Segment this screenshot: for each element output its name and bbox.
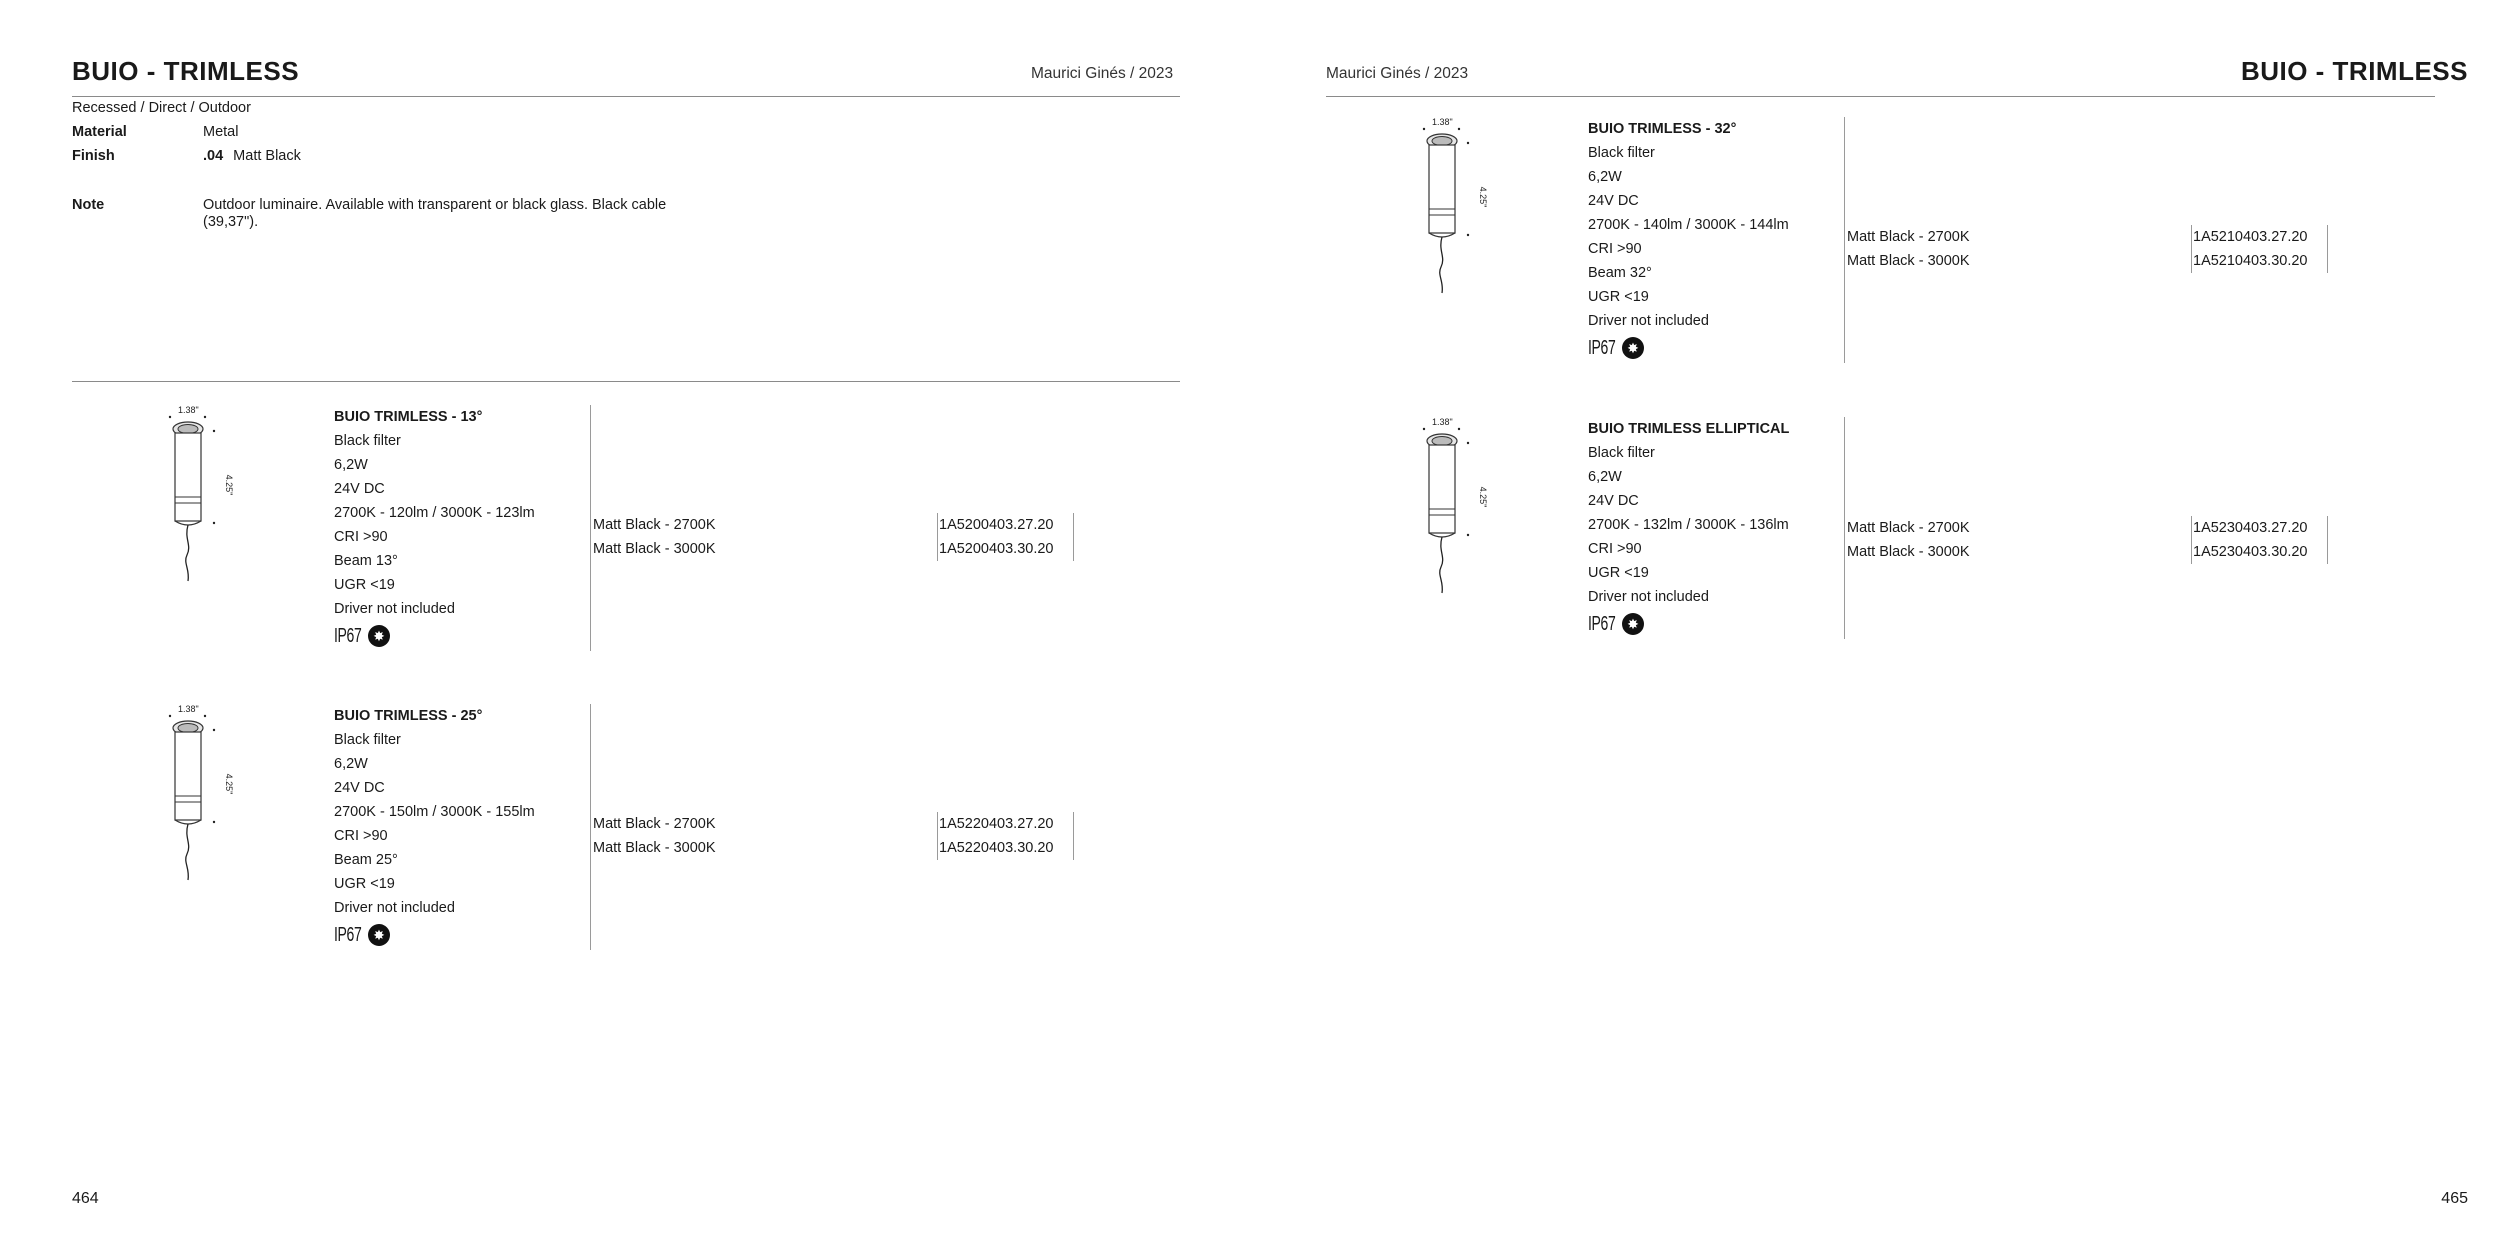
luminaire-body xyxy=(1429,145,1455,233)
column-divider xyxy=(937,537,938,561)
column-divider xyxy=(590,405,591,651)
column-divider xyxy=(2191,516,2192,540)
product-block xyxy=(1298,117,2398,367)
product-name: BUIO TRIMLESS - 32° xyxy=(1588,121,1737,137)
column-divider xyxy=(1844,117,1845,363)
spec-line: 2700K - 120lm / 3000K - 123lm xyxy=(334,505,535,521)
width-dimension: 1.38" xyxy=(1432,417,1453,427)
product-block xyxy=(44,405,1144,655)
height-dimension: 4.25" xyxy=(224,773,234,795)
column-divider xyxy=(1073,513,1074,537)
column-divider xyxy=(1073,836,1074,860)
variant-row xyxy=(1847,225,2327,249)
variant-reference: 1A5200403.27.20 xyxy=(939,517,1054,533)
product-specs xyxy=(334,704,584,948)
spec-line: 6,2W xyxy=(1588,469,1622,485)
ip-rating-text: IP67 xyxy=(334,625,362,647)
spec-line: Black filter xyxy=(1588,445,1655,461)
spec-line: UGR <19 xyxy=(1588,289,1649,305)
material-value: Metal xyxy=(203,124,239,140)
dimension-dot xyxy=(169,416,171,418)
spec-line: 6,2W xyxy=(334,457,368,473)
cable-line xyxy=(1440,237,1443,293)
category-subtitle: Recessed / Direct / Outdoor xyxy=(72,100,251,116)
luminaire-lens xyxy=(178,425,198,434)
variant-table xyxy=(593,513,1073,561)
variant-finish: Matt Black - 2700K xyxy=(1847,229,1970,245)
cable-line xyxy=(1440,537,1443,593)
spec-line: Beam 25° xyxy=(334,852,398,868)
dimension-dot xyxy=(1423,428,1425,430)
page-number: 464 xyxy=(72,1190,99,1207)
column-divider xyxy=(2191,540,2192,564)
luminaire-lens xyxy=(1432,437,1452,446)
spec-line: 2700K - 150lm / 3000K - 155lm xyxy=(334,804,535,820)
dimension-dot xyxy=(213,821,215,823)
product-block xyxy=(44,704,1144,954)
spec-line: 2700K - 140lm / 3000K - 144lm xyxy=(1588,217,1789,233)
column-divider xyxy=(937,836,938,860)
spec-line: Black filter xyxy=(334,732,401,748)
page-number: 465 xyxy=(2441,1190,2468,1207)
ip-rating xyxy=(1588,335,1838,361)
dimension-dot xyxy=(213,522,215,524)
note-text: Outdoor luminaire. Available with transparent or black glass. Black cable (39,37"). xyxy=(203,197,667,230)
ip-rating-text: IP67 xyxy=(1588,613,1616,635)
ip-rating-text: IP67 xyxy=(334,924,362,946)
spec-line: Driver not included xyxy=(1588,313,1709,329)
spec-line: 24V DC xyxy=(1588,193,1639,209)
product-block xyxy=(1298,417,2398,667)
width-dimension: 1.38" xyxy=(1432,117,1453,127)
luminaire-drawing xyxy=(1408,117,1488,297)
variant-reference: 1A5230403.27.20 xyxy=(2193,520,2308,536)
variant-row xyxy=(593,836,1073,860)
height-dimension: 4.25" xyxy=(1478,486,1488,508)
dimension-dot xyxy=(204,416,206,418)
product-name: BUIO TRIMLESS ELLIPTICAL xyxy=(1588,421,1790,437)
spec-line: UGR <19 xyxy=(334,876,395,892)
variant-finish: Matt Black - 3000K xyxy=(593,541,716,557)
luminaire-drawing xyxy=(154,405,234,585)
column-divider xyxy=(1073,537,1074,561)
dimension-dot xyxy=(1467,442,1469,444)
variant-finish: Matt Black - 3000K xyxy=(593,840,716,856)
product-specs xyxy=(1588,117,1838,361)
designer-credit: Maurici Ginés / 2023 xyxy=(1326,65,1469,82)
dimension-dot xyxy=(169,715,171,717)
ip-rating xyxy=(334,922,584,948)
spec-line: CRI >90 xyxy=(1588,541,1642,557)
spec-line: 2700K - 132lm / 3000K - 136lm xyxy=(1588,517,1789,533)
variant-table xyxy=(1847,516,2327,564)
variant-row xyxy=(1847,516,2327,540)
luminaire-lens xyxy=(1432,137,1452,146)
luminaire-lens xyxy=(178,724,198,733)
variant-row xyxy=(1847,249,2327,273)
luminaire-body xyxy=(1429,445,1455,533)
width-dimension: 1.38" xyxy=(178,704,199,714)
spec-line: Driver not included xyxy=(334,900,455,916)
variant-row xyxy=(593,537,1073,561)
spec-line: 24V DC xyxy=(334,780,385,796)
spec-line: 6,2W xyxy=(334,756,368,772)
variant-reference: 1A5220403.30.20 xyxy=(939,840,1054,856)
variant-table xyxy=(1847,225,2327,273)
ip-rating xyxy=(334,623,584,649)
dimension-dot xyxy=(204,715,206,717)
page-title: BUIO - TRIMLESS xyxy=(2240,56,2468,86)
spec-line: 24V DC xyxy=(334,481,385,497)
variant-row xyxy=(1847,540,2327,564)
finish-label: Finish xyxy=(72,148,115,164)
star-badge-icon: ✸ xyxy=(1622,613,1644,635)
designer-credit: Maurici Ginés / 2023 xyxy=(1031,65,1174,82)
dimension-dot xyxy=(1423,128,1425,130)
variant-table xyxy=(593,812,1073,860)
product-name: BUIO TRIMLESS - 25° xyxy=(334,708,483,724)
variant-finish: Matt Black - 3000K xyxy=(1847,544,1970,560)
dimension-dot xyxy=(213,430,215,432)
spec-line: Black filter xyxy=(334,433,401,449)
spec-line: 24V DC xyxy=(1588,493,1639,509)
cable-line xyxy=(186,525,189,581)
note-label: Note xyxy=(72,197,105,213)
column-divider xyxy=(2327,516,2328,540)
variant-finish: Matt Black - 3000K xyxy=(1847,253,1970,269)
product-specs xyxy=(1588,417,1838,637)
spec-line: Driver not included xyxy=(1588,589,1709,605)
spec-line: CRI >90 xyxy=(1588,241,1642,257)
variant-row xyxy=(593,812,1073,836)
spec-line: 6,2W xyxy=(1588,169,1622,185)
dimension-dot xyxy=(1458,428,1460,430)
spec-line: CRI >90 xyxy=(334,828,388,844)
product-name: BUIO TRIMLESS - 13° xyxy=(334,409,483,425)
dimension-dot xyxy=(1467,534,1469,536)
spec-line: CRI >90 xyxy=(334,529,388,545)
height-dimension: 4.25" xyxy=(224,474,234,496)
variant-reference: 1A5200403.30.20 xyxy=(939,541,1054,557)
cable-line xyxy=(186,824,189,880)
dimension-dot xyxy=(1467,142,1469,144)
spec-line: UGR <19 xyxy=(334,577,395,593)
luminaire-body xyxy=(175,732,201,820)
luminaire-body xyxy=(175,433,201,521)
spec-line: Black filter xyxy=(1588,145,1655,161)
finish-code: .04 xyxy=(203,148,224,164)
column-divider xyxy=(1844,417,1845,639)
variant-row xyxy=(593,513,1073,537)
spec-line: Driver not included xyxy=(334,601,455,617)
variant-reference: 1A5210403.27.20 xyxy=(2193,229,2308,245)
column-divider xyxy=(937,513,938,537)
luminaire-drawing xyxy=(154,704,234,884)
header-rule xyxy=(1326,96,2435,97)
finish-value: Matt Black xyxy=(233,148,301,164)
product-intro xyxy=(72,96,872,233)
right-page xyxy=(1250,0,2500,1250)
variant-finish: Matt Black - 2700K xyxy=(593,517,716,533)
spec-line: Beam 13° xyxy=(334,553,398,569)
dimension-dot xyxy=(213,729,215,731)
column-divider xyxy=(2327,249,2328,273)
height-dimension: 4.25" xyxy=(1478,186,1488,208)
page-title: BUIO - TRIMLESS xyxy=(72,56,300,86)
variant-reference: 1A5230403.30.20 xyxy=(2193,544,2308,560)
product-specs xyxy=(334,405,584,649)
dimension-dot xyxy=(1458,128,1460,130)
ip-rating-text: IP67 xyxy=(1588,337,1616,359)
variant-reference: 1A5220403.27.20 xyxy=(939,816,1054,832)
column-divider xyxy=(590,704,591,950)
section-rule xyxy=(72,381,1180,382)
variant-reference: 1A5210403.30.20 xyxy=(2193,253,2308,269)
column-divider xyxy=(1073,812,1074,836)
column-divider xyxy=(2191,225,2192,249)
width-dimension: 1.38" xyxy=(178,405,199,415)
column-divider xyxy=(2327,540,2328,564)
spec-line: Beam 32° xyxy=(1588,265,1652,281)
variant-finish: Matt Black - 2700K xyxy=(593,816,716,832)
material-label: Material xyxy=(72,124,127,140)
dimension-dot xyxy=(1467,234,1469,236)
star-badge-icon: ✸ xyxy=(368,625,390,647)
column-divider xyxy=(937,812,938,836)
star-badge-icon: ✸ xyxy=(368,924,390,946)
column-divider xyxy=(2191,249,2192,273)
column-divider xyxy=(2327,225,2328,249)
ip-rating xyxy=(1588,611,1838,637)
luminaire-drawing xyxy=(1408,417,1488,597)
star-badge-icon: ✸ xyxy=(1622,337,1644,359)
spec-line: UGR <19 xyxy=(1588,565,1649,581)
variant-finish: Matt Black - 2700K xyxy=(1847,520,1970,536)
